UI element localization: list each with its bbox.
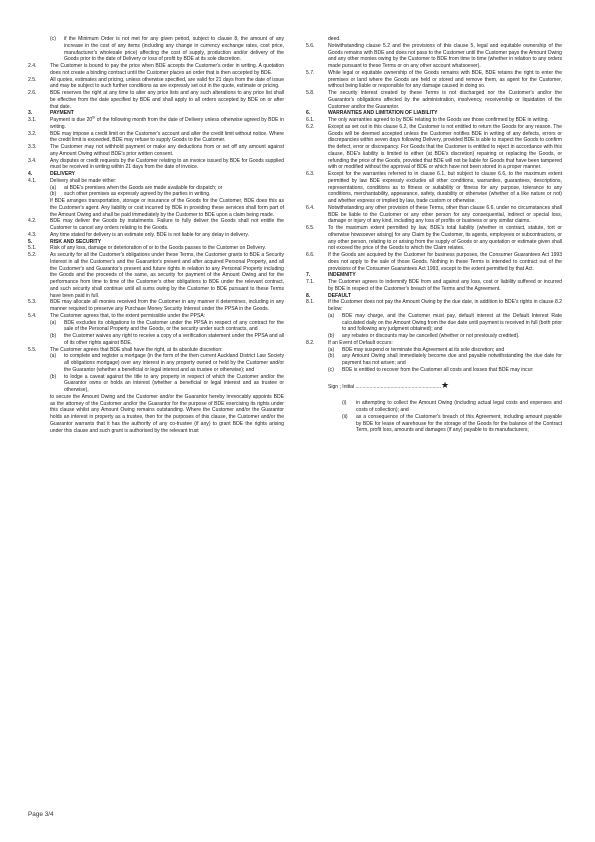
clause-text: The security interest created by these Terms is not discharged nor the Customer's and/or the Guarantor's obligations affected by the administration, insolvency, receivership or liquidation of the Customer and/or the Guarantor.: [328, 90, 562, 110]
sub-clause-label: (a): [50, 319, 57, 326]
sub-clause: [50, 191, 284, 198]
clause: [28, 90, 284, 110]
sub-clause-label: (a): [328, 312, 335, 319]
section-heading: [306, 272, 562, 279]
sub-clause-text: any Amount Owing shall immediately become due and payable notwithstanding the due date for payment has not arisen; and: [342, 353, 562, 366]
clause-number: 6.6.: [306, 252, 315, 258]
clause-paragraph: deed.: [328, 36, 341, 42]
clause-number: 3.3.: [28, 144, 37, 150]
clause-text: BDE may allocate all monies received from the Customer in any manner it determines, including in any manner required to preserve any Purchase Money Security Interest under the PPSA in the Goods.: [50, 299, 284, 312]
sub-clause-label: (a): [50, 184, 57, 191]
clause-number: 8.1.: [306, 299, 315, 306]
clause-number: 3.: [28, 110, 33, 117]
clause-text: While legal or equitable ownership of the Goods remains with BDE, BDE retains the right to enter the premises or land where the Goods are held or stored and remove them, as agent for the Customer, without being liable or responsible for any damage caused in doing so.: [328, 69, 562, 90]
clause-paragraph: to secure the Amount Owing and the Customer and/or the Guarantor hereby irrevocably appoints BDE as the attorney of the Customer and/or the Guarantor for the purpose of BDE exercising its rights under this clause whilst any Amount Owing remains outstanding. Where the Customer and/or the Guarantor holds an interest in property as a trustee, then for the purposes of this clause, the Customer and/or the Guarantor warrants that it has the authority of any co-trustee (if any) to grant BDE the rights arising under this clause and such grant is authorised by the relevant trust: [50, 393, 284, 434]
clause-number: 2.4.: [28, 63, 37, 69]
clause: [28, 178, 284, 185]
clause: [28, 232, 284, 239]
clause: [306, 124, 562, 171]
sub-clause-label: (a): [50, 353, 57, 360]
clause-text: The only warranties agreed to by BDE relating to the Goods are those confirmed by BDE in writing.: [328, 117, 549, 123]
clause-number: 6.4.: [306, 204, 315, 211]
right-column: [306, 36, 562, 434]
clause-number: 8.2.: [306, 339, 315, 346]
section-title: DELIVERY: [50, 171, 76, 177]
clause: [306, 340, 562, 347]
clause: [28, 158, 284, 172]
clause: [28, 313, 284, 320]
clause-number: 5.6.: [306, 42, 315, 49]
sub-clause-text: BDE may suspend or terminate this Agreement at its sole discretion; and: [342, 346, 505, 353]
clause-text: Risk of any loss, damage or deterioration of or to the Goods passes to the Customer on Delivery.: [50, 245, 266, 252]
clause-text: If the Goods are acquired by the Customer for business purposes, the Consumer Guarantees Act 1993 does not apply to the sale of those Goods. Nothing in these Terms is intended to contract out of the provisions of the Consumer Guarantees Act 1993, except to the extent permitted by that Act.: [328, 252, 562, 272]
sub-clause-text: BDE excludes its obligations to the Customer under the PPSA in respect of any contract for the sale of the Personal Property and the Goods, or the security under such contracts, and: [64, 319, 284, 333]
clause: [306, 117, 562, 124]
clause-number: 7.: [306, 272, 311, 279]
clause-number: 5.2.: [28, 252, 37, 258]
sub-clause-text: as a consequence of the Customer's breach of this Agreement, including amount payable by BDE for lease of warehouse for the storage of the Goods for the balance of the Contract Term, profit loss, amounts and damages (if any) payable to its manufacturers;: [356, 413, 562, 434]
sub-clause: [328, 353, 562, 367]
clause-text: Except for the warranties referred to in clause 6.1, but subject to clause 6.6, to the maximum extent permitted by law BDE expressly excludes all other conditions, warranties, guarantees, descriptions, representations, conditions as to fitness or suitability or fitness for any purpose, tolerance to any conditions, merchantability, appearance, safety, durability or otherwise (whether of a like nature or not) and whether express or implied by law, trade custom or otherwise.: [328, 171, 562, 204]
clause-number: 3.4.: [28, 157, 37, 164]
star-icon: ★: [441, 379, 450, 390]
sub-clause-label: (b): [50, 191, 57, 198]
sub-clause: [328, 367, 562, 374]
clause-text: BDE reserves the right at any time to alter any price lists and any such alterations to any price list shall be effective from the date specified by BDE and shall apply to all orders accepted by BDE on or after that date.: [50, 90, 284, 110]
sub-clause-text: in attempting to collect the Amount Owing (including actual legal costs and expenses and costs of collection); and: [356, 400, 562, 413]
clause: [28, 131, 284, 145]
sub-clause-text: such other premises as expressly agreed by the parties in writing.: [64, 191, 211, 198]
clause-text: The Customer agrees that BDE shall have the right, at its absolute discretion:: [50, 346, 223, 353]
clause-text: Delivery shall be made either:: [50, 177, 117, 184]
clause: [306, 90, 562, 110]
sub-clause-label: (b): [328, 353, 335, 360]
section-title: RISK AND SECURITY: [50, 238, 102, 245]
clause-text: Except as set out in this clause 6.2, the Customer is not entitled to return the Goods for any reason. The Goods will be deemed accepted unless the Customer notifies BDE in writing of any defects, errors or discrepancies within seven days following Delivery, provided BDE is able to inspect the Goods to confirm the defect, error or discrepancy. For Goods that the Customer is entitled to reject in accordance with this clause, BDE's liability is limited to either (at BDE's discretion) repairing or replacing the Goods, or refunding the price of the Goods, provided that BDE will not be liable for Goods that have been tampered with or modified without the approval of BDE or which have not been stored in a proper manner.: [328, 123, 562, 171]
clause-number: 5.: [28, 238, 33, 245]
clause-text: Any disputes or credit requests by the Customer relating to an invoice issued by BDE for Goods supplied must be received in writing within 21 days from the date of invoice.: [50, 157, 284, 171]
clause: [28, 252, 284, 299]
sub-clause-label: (c): [50, 36, 56, 42]
clause-number: 8.: [306, 292, 311, 299]
clause-number: 5.4.: [28, 312, 37, 319]
sub-clause-text: at BDE's premises when the Goods are made available for dispatch; or: [64, 184, 223, 191]
sub-clause: [342, 400, 562, 414]
clause: [28, 299, 284, 313]
clause: [28, 218, 284, 232]
section-title: INDEMNITY: [328, 272, 356, 279]
section-title: PAYMENT: [50, 110, 74, 117]
sub-clause-label: (i): [342, 400, 347, 407]
clause-number: 5.1.: [28, 245, 37, 252]
section-heading: [306, 293, 562, 300]
sub-clause-label: (b): [50, 333, 57, 339]
sub-clause-text: any rebates or discounts may be cancelled (whether or not previously credited).: [342, 333, 520, 339]
section-heading: [28, 110, 284, 117]
clause-number: 5.3.: [28, 299, 37, 306]
clause: [306, 43, 562, 70]
clause-number: 6.: [306, 110, 311, 117]
sub-clause-text: the Customer waives any right to receive a copy of a verification statement under the PPSA and all of its other rights against BDE.: [64, 333, 284, 346]
clause-text: The Customer agrees that, to the extent permissible under the PPSA:: [50, 312, 206, 319]
clause-number: 5.8.: [306, 90, 315, 96]
section-heading: [28, 171, 284, 178]
sub-clause-text: to complete and register a mortgage (in the form of the then current Auckland District Law Society all obligations mortgage) over any interest in any property owned or held by the Customer and/or the Guarantor (whether a beneficial or legal interest and as trustee or otherwise); and: [64, 353, 284, 373]
clause: [306, 252, 562, 272]
clause-number: 3.1.: [28, 117, 37, 123]
clause-text: All quotes, estimates and pricing, unless otherwise specified, are valid for 21 days from the date of issue and may be subject to such further conditions as are expressly set out in the quote, estimate or pricing.: [50, 76, 284, 90]
clause-text: BDE may deliver the Goods by instalments. Failure to fully deliver the Goods shall not entitle the Customer to cancel any orders relating to the Goods.: [50, 218, 284, 231]
clause: [28, 63, 284, 77]
sub-clause-text: if the Minimum Order is not met for any given period, subject to clause 8, the amount of any increase in the cost of any items (including any change in currency exchange rates, cost price, manufacturer's wholesale price) affecting the cost of supply, production and/or delivery of the Goods prior to the date of Delivery or loss of profit by BDE at its sole discretion.: [64, 36, 284, 63]
sub-clause: [50, 374, 284, 394]
clause-number: 2.6.: [28, 90, 37, 96]
sub-clause-text: to lodge a caveat against the title to any property in respect of which the Customer and/or the Guarantor owns or holds an interest (whether a beneficial or legal interest and as trustee or otherwise),: [64, 373, 284, 393]
clause: [306, 171, 562, 205]
clause: [306, 279, 562, 293]
clause: [28, 77, 284, 91]
clause-text: Notwithstanding clause 5.2 and the provisions of this clause 5, legal and equitable ownership of the Goods remains with BDE and does not pass to the Customer until the Customer pays the Amount Owing and any other monies owing by the Customer to BDE from time to time (whether in relation to any orders made pursuant to these Terms or on any other account whatsoever).: [328, 42, 562, 69]
clause-text: As security for all the Customer's obligations under these Terms, the Customer grants to BDE a Security Interest in all the Customer's and the Guarantor's present and after acquired Personal Property, and all the Customer's and Guarantor's present and future rights in relation to any Personal Property including the Goods and the proceeds of the same, as security for payment of the Amount Owing and for the performance from time to time of the Customer's other obligations to BDE under the relevant contract, and such security shall continue until all sums owing by the Customer to BDE pursuant to these Terms have been paid in full.: [50, 252, 284, 299]
clause: [306, 225, 562, 252]
clause-number: 4.2.: [28, 218, 37, 225]
clause-text: The Customer may not withhold payment or make any deductions from or set off any amount against any Amount Owing without BDE's prior written consent.: [50, 144, 284, 157]
sub-clause-text: BDE is entitled to recover from the Customer all costs and losses that BDE may incur:: [342, 366, 534, 373]
clause-text: BDE may impose a credit limit on the Customer's account and alter the credit limit without notice. Where the credit limit is exceeded, BDE may refuse to supply Goods to the Customer.: [50, 130, 284, 144]
section-heading: [306, 110, 562, 117]
clause-number: 6.3.: [306, 171, 315, 177]
sub-clause: [50, 353, 284, 373]
section-heading: [28, 239, 284, 246]
clause-number: 6.1.: [306, 117, 315, 123]
sub-clause: [50, 320, 284, 334]
clause: [306, 299, 562, 313]
signature-line: [328, 379, 562, 391]
clause-text: If an Event of Default occurs:: [328, 339, 393, 346]
sub-clause: [328, 347, 562, 354]
clause-text: If the Customer does not pay the Amount Owing by the due date, in addition to BDE's rights in clause 8.2 below:: [328, 299, 562, 312]
clause: [28, 144, 284, 158]
clause-text: To the maximum extent permitted by law, BDE's total liability (whether in contract, statute, tort or otherwise howsoever arising) for any Claim by the Customer, its agents, employees or subcontractors, or any other person, relating to or arising from the supply of Goods or any quotation or estimate given shall not exceed the price of the Goods to which the Claim relates.: [328, 225, 562, 252]
clause-number: 7.1.: [306, 279, 315, 285]
clause-number: 5.5.: [28, 346, 37, 353]
sub-clause-label: (b): [50, 373, 57, 380]
clause: [306, 70, 562, 90]
sub-clause-text: BDE may charge, and the Customer must pay, default interest at the Default Interest Rate calculated daily on the Amount Owing from the due date until payment is received in full (both prior to and following any judgment obtained); and: [342, 312, 562, 333]
left-column: [28, 36, 284, 434]
sub-clause: [50, 333, 284, 347]
sub-clause: [50, 185, 284, 192]
clause-text: Notwithstanding any other provision of these Terms, other than clause 6.6, under no circumstances shall BDE be liable to the Customer or any other person for any consequential, indirect or special loss, damage or injury of any kind, including any loss of profits or business or any similar claims.: [328, 204, 562, 225]
section-title: DEFAULT: [328, 292, 351, 299]
clause-text: The Customer agrees to indemnify BDE from and against any loss, cost or liability suffered or incurred by BDE in respect of the Customer's breach of the Terms and the Agreement.: [328, 279, 562, 292]
clause-text: Any time stated for delivery is an estimate only. BDE is not liable for any delay in delivery.: [50, 231, 249, 238]
clause-text: Payment is due 20th of the following month from the date of Delivery unless otherwise agreed by BDE in writing.: [50, 115, 284, 130]
clause-number: 4.3.: [28, 231, 37, 238]
signature-label: Sign ; Initial .............................................................: [328, 383, 442, 390]
clause-number: 2.5.: [28, 76, 37, 83]
sub-clause-label: (c): [328, 366, 334, 373]
sub-clause-label: (b): [328, 333, 335, 339]
section-title: WARRANTIES AND LIMITATION OF LIABILITY: [328, 110, 438, 117]
page-number: Page 3/4: [28, 811, 54, 818]
clause-number: 6.2.: [306, 123, 315, 130]
clause-number: 4.1.: [28, 177, 37, 184]
sub-clause-label: (ii): [342, 413, 348, 420]
sub-clause: [328, 333, 562, 340]
clause-number: 6.5.: [306, 225, 315, 231]
clause: [28, 347, 284, 354]
clause-number: 3.2.: [28, 130, 37, 137]
sub-clause: [328, 313, 562, 333]
clause: [28, 117, 284, 131]
clause-text: The Customer is bound to pay the price when BDE accepts the Customer's order in writing. A quotation does not create a binding contract until the Customer places an order that is then accepted by BDE.: [50, 63, 284, 76]
clause: [306, 205, 562, 225]
sub-clause-label: (a): [328, 346, 335, 353]
clause-paragraph: If BDE arranges transportation, storage or insurance of the Goods for the Customer, BDE does this as the Customer's agent. Any liability or cost incurred by BDE in providing these services shall form part of the Amount Owing and shall be paid immediately by the Customer to BDE upon a claim being made.: [50, 198, 284, 218]
clause-number: 4.: [28, 171, 33, 177]
sub-clause: [342, 414, 562, 434]
clause: [28, 245, 284, 252]
sub-clause: [50, 36, 284, 63]
clause-number: 5.7.: [306, 69, 315, 76]
